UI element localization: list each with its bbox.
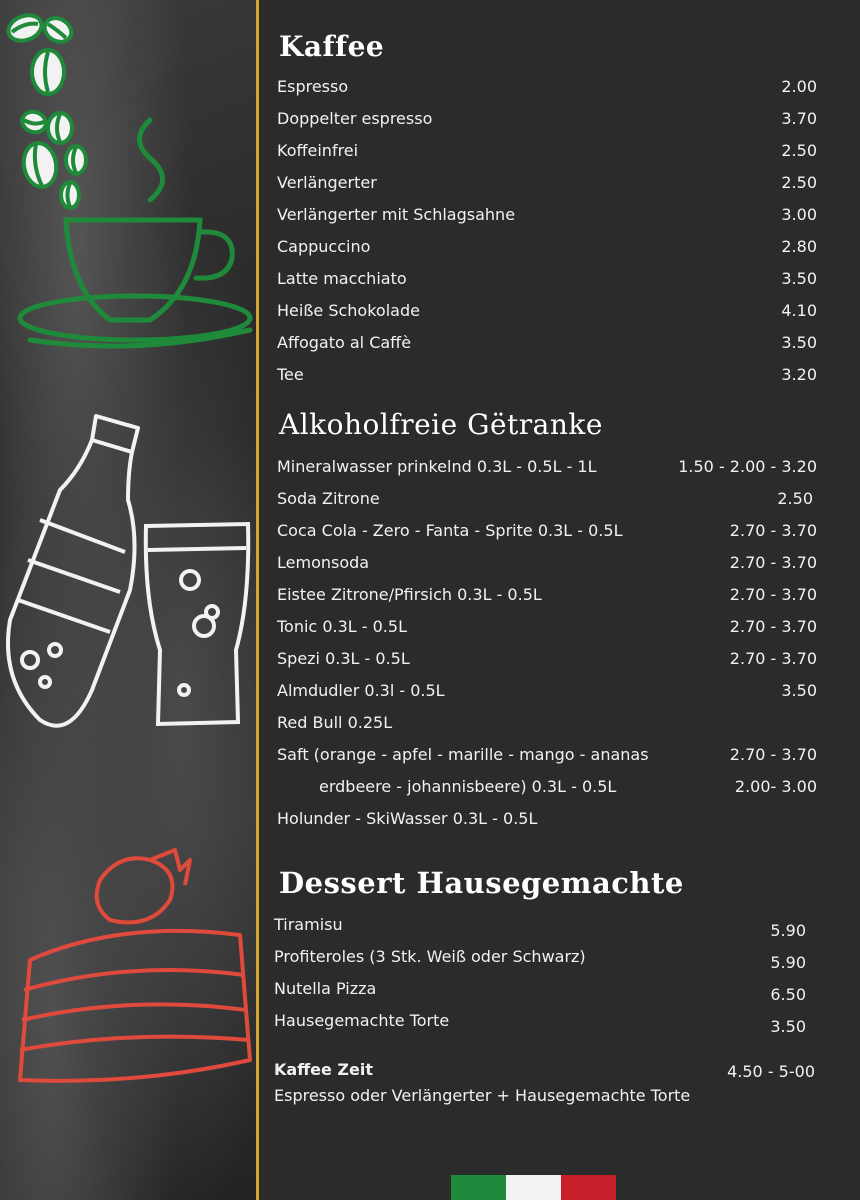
kaffee-title: Kaffee [279,30,385,63]
menu-item: Verlängerter mit Schlagsahne 3.00 [277,205,817,224]
soda-bottle-icon [8,416,138,726]
menu-item: Cappuccino 2.80 [277,237,817,256]
flag-red-stripe [561,1175,616,1200]
menu-item: Tonic 0.3L - 0.5L 2.70 - 3.70 [277,617,817,636]
menu-item: Almdudler 0.3l - 0.5L 3.50 [277,681,817,700]
decorative-side-panel [0,0,256,1200]
menu-item: Red Bull 0.25L [277,713,393,732]
italian-flag-icon [451,1175,616,1200]
menu-item: Mineralwasser prinkelnd 0.3L - 0.5L - 1L 1.50 - 2.00 - 3.20 [277,457,817,476]
flag-green-stripe [451,1175,506,1200]
strawberry-cake-icon [20,850,250,1081]
menu-item: Holunder - SkiWasser 0.3L - 0.5L [277,809,538,828]
menu-item: Hausegemachte Torte 3.50 [274,1011,806,1036]
menu-item: Latte macchiato 3.50 [277,269,817,288]
menu-item: Saft (orange - apfel - marille - mango - ananas 2.70 - 3.70 [277,745,817,764]
menu-item: Nutella Pizza 6.50 [274,979,806,1004]
kaffee-zeit-description: Espresso oder Verlängerter + Hausegemachte Torte [274,1086,691,1105]
kaffee-zeit-price: 4.50 - 5-00 [727,1062,815,1081]
menu-item: erdbeere - johannisbeere) 0.3L - 0.5L 2.00- 3.00 [319,777,817,796]
menu-item: Tee 3.20 [277,365,817,384]
menu-item: Verlängerter 2.50 [277,173,817,192]
menu-item: Lemonsoda 2.70 - 3.70 [277,553,817,572]
dessert-title: Dessert Hausegemachte [279,866,684,900]
menu-item: Heiße Schokolade 4.10 [277,301,817,320]
menu-item: Eistee Zitrone/Pfirsich 0.3L - 0.5L 2.70 - 3.70 [277,585,817,604]
illustrations [0,0,256,1200]
flag-white-stripe [506,1175,561,1200]
drink-glass-icon [146,524,248,724]
menu-item: Profiteroles (3 Stk. Weiß oder Schwarz) 5.90 [274,947,806,972]
coffee-beans-icon [5,11,86,208]
alkoholfrei-title: Alkoholfreie Gëtranke [279,408,603,441]
menu-item: Doppelter espresso 3.70 [277,109,817,128]
menu-item: Soda Zitrone 2.50 [277,489,813,508]
menu-item: Spezi 0.3L - 0.5L 2.70 - 3.70 [277,649,817,668]
menu-item: Coca Cola - Zero - Fanta - Sprite 0.3L - 0.5L 2.70 - 3.70 [277,521,817,540]
menu-item: Koffeinfrei 2.50 [277,141,817,160]
kaffee-zeit-title: Kaffee Zeit [274,1060,374,1079]
menu-item: Affogato al Caffè 3.50 [277,333,817,352]
menu-item: Tiramisu 5.90 [274,915,806,940]
menu-content [259,0,860,1200]
menu-item: Espresso 2.00 [277,77,817,96]
